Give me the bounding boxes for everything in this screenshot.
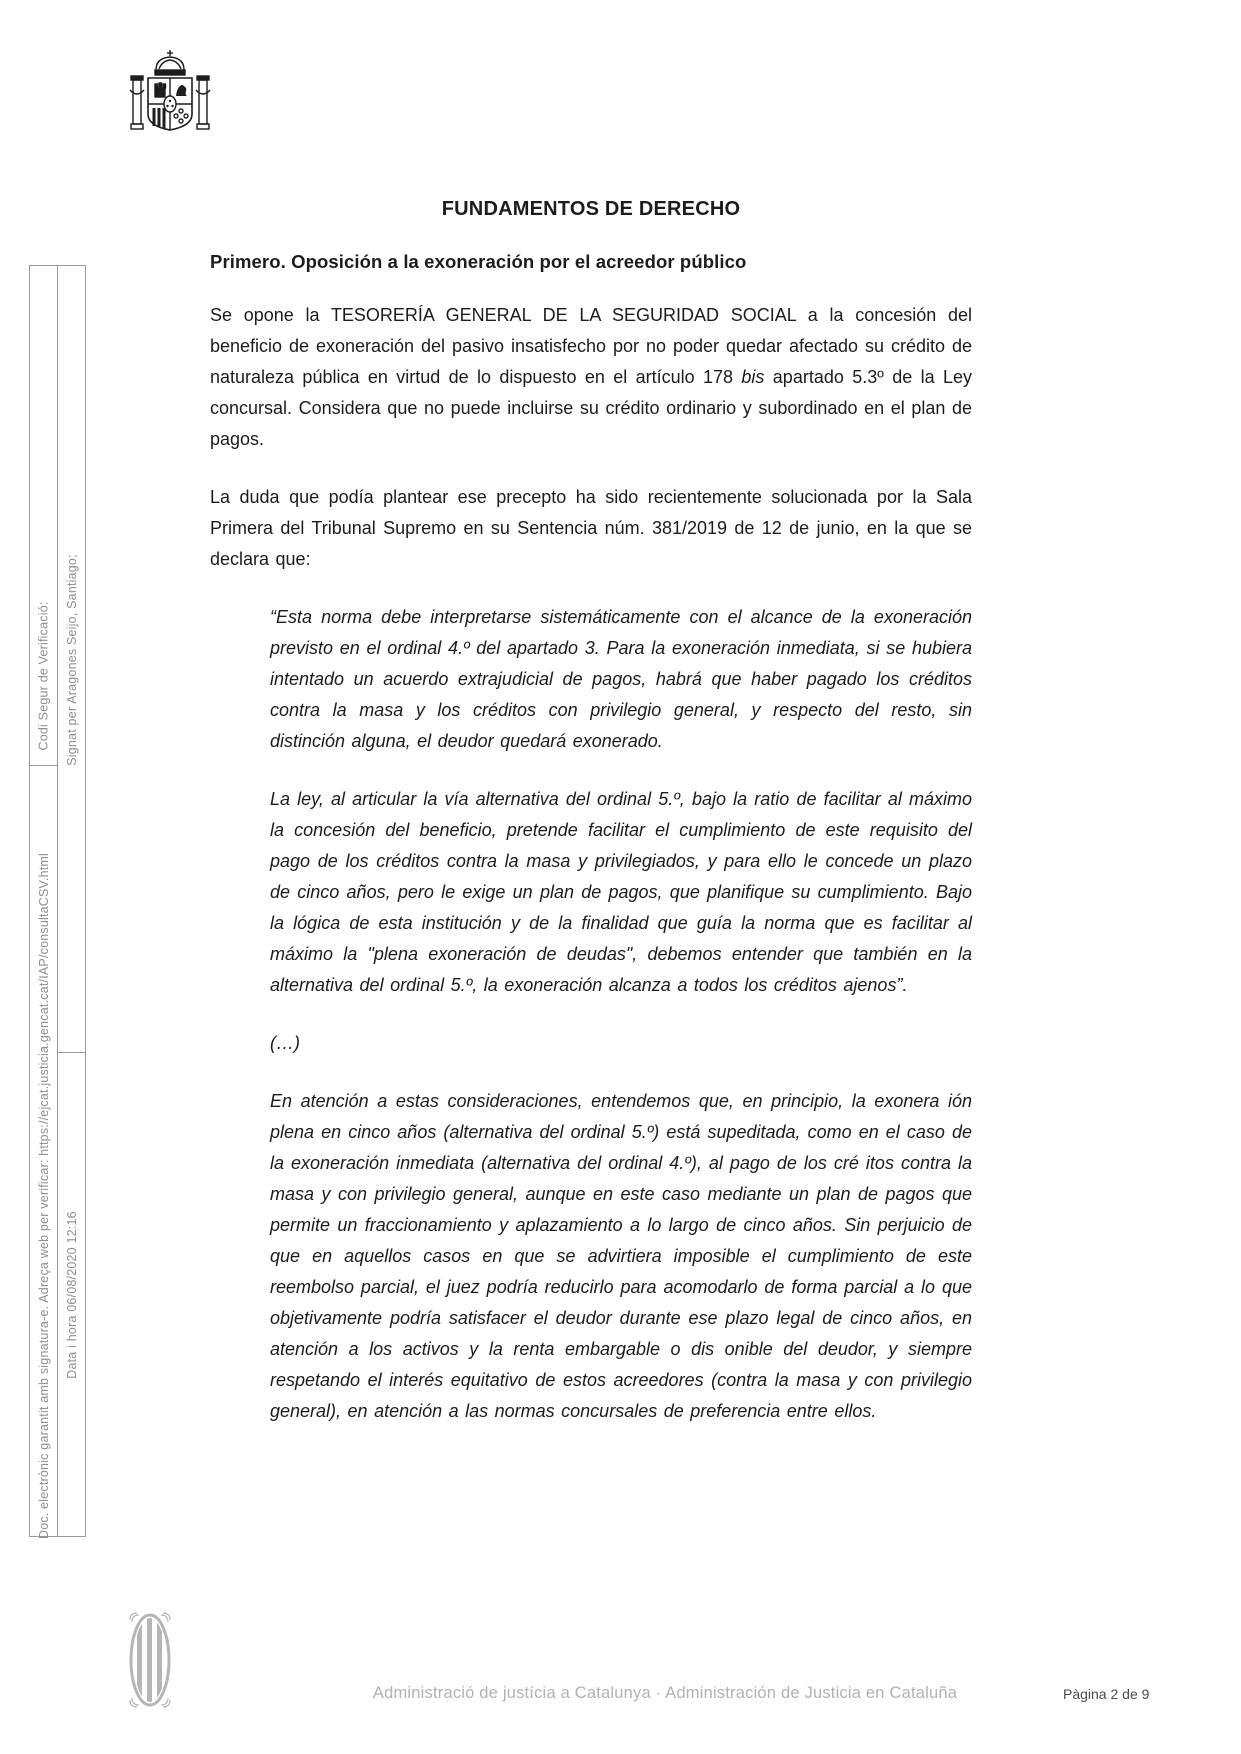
spain-coat-of-arms-icon (126, 48, 214, 144)
signature-datetime-cell (57, 1052, 86, 1537)
document-content (210, 198, 972, 1427)
csv-label: Codi Segur de Verificació: (37, 601, 51, 751)
quote-paragraph-1: “Esta norma debe interpretarse sistemáticamente con el alcance de la exoneración previsto en el ordinal 4.º del apartado 3. Para la exoneración inmediata, si se hubiera intentado un acuerdo extrajudicial de pagos, habrá que haber pagado los créditos contra la masa y los créditos con privilegio general, y respecto del resto, sin distinción alguna, el deudor quedará exonerado. (270, 607, 972, 751)
signature-datetime: Data i hora 06/08/2020 12:16 (64, 1210, 79, 1379)
signed-by-cell (57, 265, 86, 1055)
quote-paragraph-3: En atención a estas consideraciones, entendemos que, en principio, la exonera ión plena en cinco años (alternativa del ordinal 5.º) está supeditada, como en el caso de la exoneración inmediata (alternativa del ordinal 4.º), al pago de los cré itos contra la masa y con privilegio general, aunque en este caso mediante un plan de pagos que permite un fraccionamiento y aplazamiento a lo largo de cinco años. Sin perjuicio de que en aquellos casos en que se advirtiera imposible el cumplimiento de este reembolso parcial, el juez podría reducirlo para acomodarlo de forma parcial a lo que objetivamente podría satisfacer el deudor durante ese plazo legal de cinco años, en atención a los activos y la renta embargable o dis onible del deudor, y siempre respetando el interés equitativo de estos acreedores (contra la masa y con privilegio general), en atención a las normas concursales de preferencia entre ellos. (270, 1091, 972, 1421)
ellipsis-marker: (…) (270, 1033, 300, 1053)
generalitat-catalunya-seal-icon (127, 1610, 173, 1710)
doc-verify-note: Doc. electrònic garantit amb signatura-e. Adreça web per verificar: https://ejcat.justicia.gencat.cat/IAP/consultaCSV.html (37, 852, 52, 1540)
paragraph-opposition-text-2: apartado 5.3º de la Ley concursal. Considera que no puede incluirse su crédito ordinario y subordinado en el plan de pagos. (210, 367, 972, 449)
term-bis-italic: bis (741, 367, 765, 387)
paragraph-supreme-court: La duda que podía plantear ese precepto ha sido recientemente solucionada por la Sala Primera del Tribunal Supremo en su Sentencia núm. 381/2019 de 12 de junio, en la que se declara que: (210, 487, 972, 569)
doc-verify-cell (29, 765, 59, 1540)
citation-block (270, 602, 972, 1427)
signed-by: Signat per Aragones Seijo, Santiago; (64, 554, 79, 766)
paragraph-opposition (210, 300, 972, 455)
page-number: Pàgina 2 de 9 (1063, 1686, 1150, 1702)
paragraph-opposition-text: Se opone la TESORERÍA GENERAL DE LA SEGURIDAD SOCIAL a la concesión del beneficio de exoneración del pasivo insatisfecho por no poder quedar afectado su crédito de naturaleza pública en virtud de lo dispuesto en el artículo 178 (210, 305, 972, 387)
document-title: FUNDAMENTOS DE DERECHO (441, 198, 741, 220)
quote-paragraph-2: La ley, al articular la vía alternativa del ordinal 5.º, bajo la ratio de facilitar al máximo la concesión del beneficio, pretende facilitar el cumplimiento de este requisito del pago de los créditos contra la masa y privilegiados, y para ello le concede un plazo de cinco años, pero le exige un plan de pagos, que planifique su cumplimiento. Bajo la lógica de esta institución y de la finalidad que guía la norma que es facilitar al máximo la "plena exoneración de deudas", debemos entender que también en la alternativa del ordinal 5.º, la exoneración alcanza a todos los créditos ajenos”. (270, 789, 972, 995)
csv-label-cell (29, 265, 59, 767)
section-heading: Primero. Oposición a la exoneración por el acreedor público (210, 251, 747, 272)
footer-administration-text: Administració de justícia a Catalunya · Administración de Justicia en Cataluña (372, 1684, 958, 1702)
